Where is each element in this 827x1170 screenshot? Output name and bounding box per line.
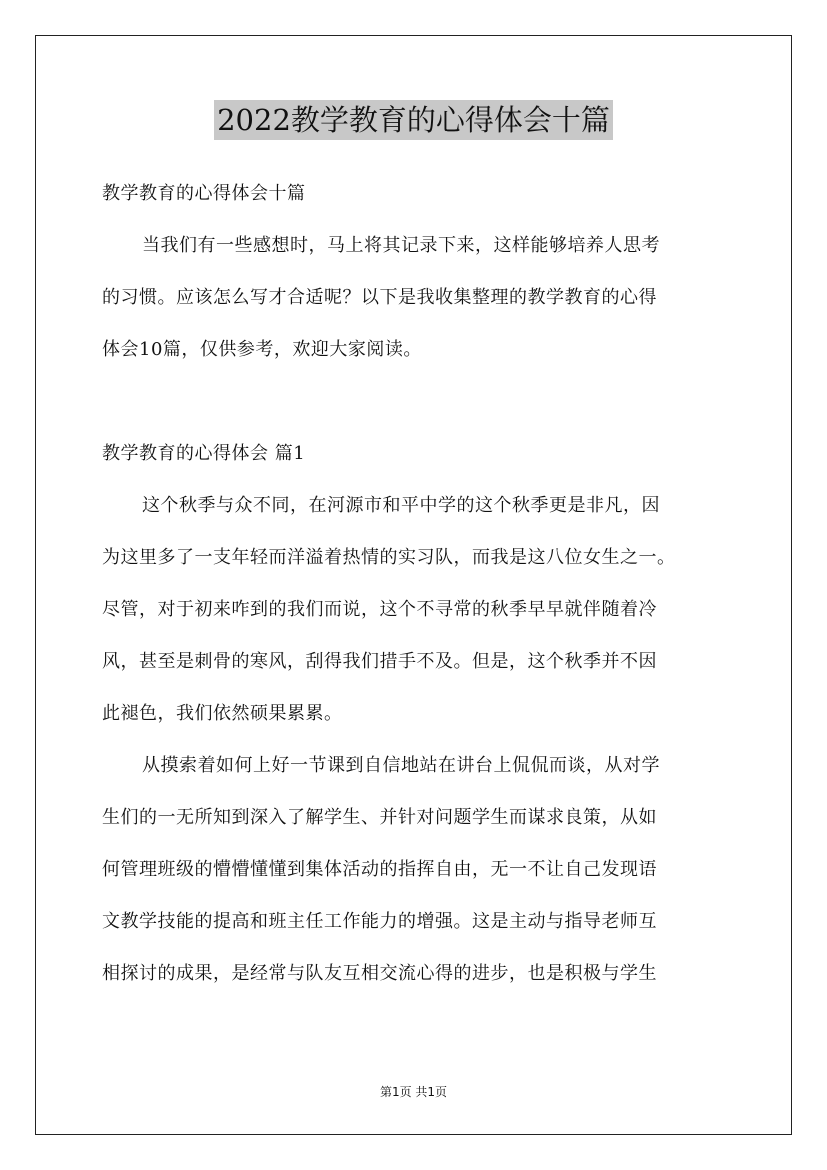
text-line: 生们的一无所知到深入了解学生、并针对问题学生而谋求良策，从如 xyxy=(102,807,657,828)
text-line: 教学教育的心得体会 篇1 xyxy=(102,443,306,464)
blank-line xyxy=(102,380,726,432)
document-body xyxy=(102,172,726,1004)
document-title: 2022教学教育的心得体会十篇 xyxy=(214,100,613,140)
text-line: 何管理班级的懵懵懂懂到集体活动的指挥自由，无一不让自己发现语 xyxy=(102,859,657,880)
text-line: 此褪色，我们依然硕果累累。 xyxy=(102,703,343,724)
text-line: 文教学技能的提高和班主任工作能力的增强。这是主动与指导老师互 xyxy=(102,911,657,932)
text-line: 相探讨的成果，是经常与队友互相交流心得的进步，也是积极与学生 xyxy=(102,963,657,984)
text-line: 体会10篇，仅供参考，欢迎大家阅读。 xyxy=(102,339,422,360)
text-line: 的习惯。应该怎么写才合适呢？以下是我收集整理的教学教育的心得 xyxy=(102,287,657,308)
text-line: 这个秋季与众不同，在河源市和平中学的这个秋季更是非凡，因 xyxy=(142,495,660,516)
text-line: 当我们有一些感想时，马上将其记录下来，这样能够培养人思考 xyxy=(142,235,660,256)
text-line: 尽管，对于初来咋到的我们而说，这个不寻常的秋季早早就伴随着冷 xyxy=(102,599,657,620)
page-footer: 第1页 共1页 xyxy=(379,1085,448,1099)
text-line: 为这里多了一支年轻而洋溢着热情的实习队，而我是这八位女生之一。 xyxy=(102,547,676,568)
text-line: 从摸索着如何上好一节课到自信地站在讲台上侃侃而谈，从对学 xyxy=(142,755,660,776)
text-line: 教学教育的心得体会十篇 xyxy=(102,183,306,204)
title-container xyxy=(0,100,827,140)
text-line: 风，甚至是刺骨的寒风，刮得我们措手不及。但是，这个秋季并不因 xyxy=(102,651,657,672)
